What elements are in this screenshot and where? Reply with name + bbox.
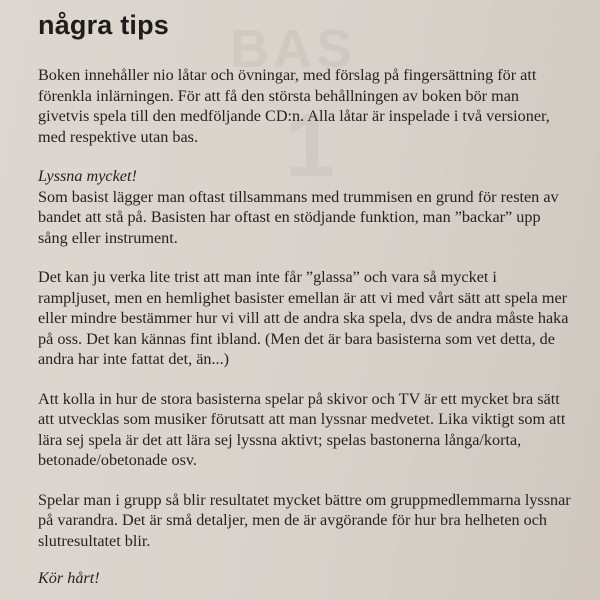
page-title: några tips: [38, 10, 170, 40]
listen-section: [38, 166, 578, 248]
listen-heading: Lyssna mycket!: [38, 167, 137, 185]
secret-paragraph: Det kan ju verka lite trist att man inte får ”glassa” och vara så mycket i rampljuset, men en hemlighet basister emellan är att vi med vårt sätt att spela mer eller mindre bestämmer hur vi vill att de andra ska spela, dvs de andra måste haka på oss. Det kan kännas fint ibland. (Men det är bara basisterna som vet detta, de andra har inte fattat det, än...): [38, 268, 569, 368]
bleed-through-text: BAS: [230, 19, 357, 79]
group-paragraph: Spelar man i grupp så blir resultatet mycket bättre om gruppmedlemmarna lyssnar på varandra. Det är små detaljer, men de är avgörande för hur bra helheten och slutresultatet blir.: [38, 490, 571, 550]
check-paragraph: Att kolla in hur de stora basisterna spelar på skivor och TV är ett mycket bra sätt att utvecklas som musiker förutsatt att man lyssnar medvetet. Lika viktigt som att lära sej spela är det att lära sej lyssna aktivt; spelas bastonerna långa/korta, betonade/obetonade osv.: [38, 389, 566, 469]
bleed-through-number: 1: [285, 96, 336, 196]
intro-paragraph: Boken innehåller nio låtar och övningar, med förslag på fingersättning för att förenkla inlärningen. För att få den största behållningen av boken bör man givetvis spela till den medföljande CD:n. Alla låtar är inspelade i två versioner, med respektive utan bas.: [38, 66, 550, 146]
listen-paragraph: Som basist lägger man oftast tillsammans med trummisen en grund för resten av bandet att stå på. Basisten har oftast en stödjande funktion, man ”backar” upp sång eller instrument.: [38, 187, 559, 247]
closing-line: Kör hårt!: [38, 569, 100, 587]
